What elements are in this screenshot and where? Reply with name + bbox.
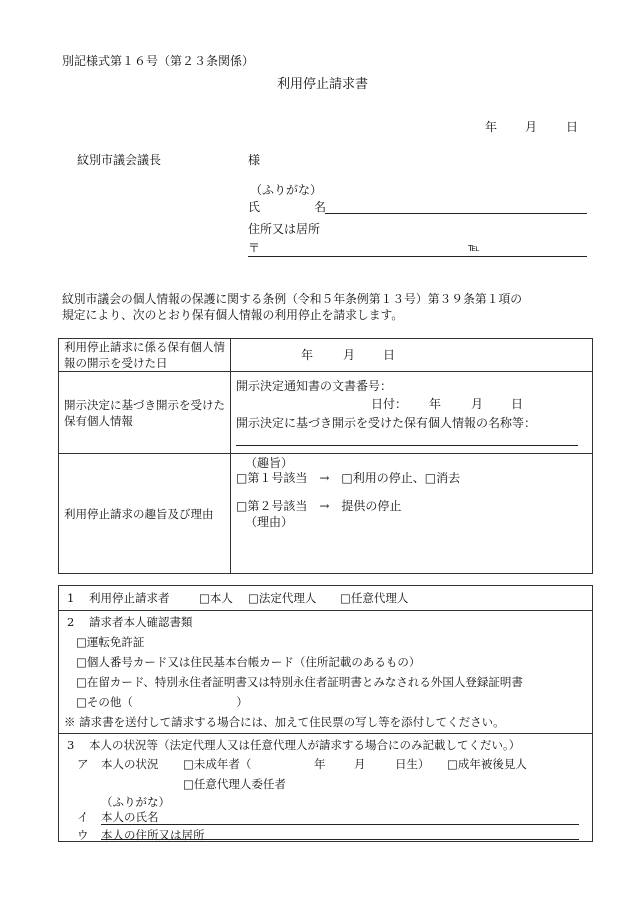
- section3-u-marker: ウ: [77, 828, 89, 842]
- requester-address-field[interactable]: [248, 256, 587, 257]
- reason-heading: （理由）: [245, 514, 294, 529]
- row1-year: 年: [301, 348, 314, 363]
- principal-name-field[interactable]: [101, 824, 579, 825]
- row1-day: 日: [383, 348, 396, 363]
- date-month-label: 月: [525, 120, 538, 134]
- date-day-label: 日: [566, 120, 579, 134]
- principal-address-field[interactable]: [101, 839, 579, 840]
- addressee-name: 紋別市議会議長: [77, 153, 162, 167]
- checkbox-self[interactable]: □本人: [199, 591, 233, 605]
- checkbox-adult-guardian[interactable]: □成年被後見人: [447, 757, 527, 771]
- row3-label: 利用停止請求の趣旨及び理由: [59, 454, 231, 574]
- minor-birth-month: 月: [354, 757, 366, 771]
- id-doc-drivers-license[interactable]: □運転免許証: [76, 635, 145, 649]
- requester-details-box: [58, 585, 593, 842]
- option-clause-1[interactable]: □第１号該当 → □利用の停止、□消去: [236, 470, 461, 485]
- id-doc-residence-card[interactable]: □在留カード、特別永住者証明書又は特別永住者証明書とみなされる外国人登録証明書: [76, 675, 523, 689]
- row2-month: 月: [471, 396, 484, 411]
- intro-text-line-2: 規定により、次のとおり保有個人情報の利用停止を請求します。: [62, 308, 404, 322]
- date-year-label: 年: [485, 120, 498, 134]
- request-table: [58, 338, 593, 574]
- id-doc-other[interactable]: □その他（ ）: [76, 695, 248, 709]
- purpose-heading: （趣旨）: [245, 455, 294, 470]
- section1-number: 1: [67, 591, 75, 605]
- minor-birth-year: 年: [314, 757, 326, 771]
- requester-name-label-1: 氏: [248, 200, 261, 214]
- divider: [59, 610, 592, 611]
- row1-label: 利用停止請求に係る保有個人情報の開示を受けた日: [59, 339, 231, 372]
- row1-value-cell[interactable]: [231, 339, 593, 372]
- table-row-disclosed-info: [59, 372, 593, 454]
- intro-text-line-1: 紋別市議会の個人情報の保護に関する条例（令和５年条例第１３号）第３９条第１項の: [62, 292, 523, 306]
- checkbox-voluntary-principal[interactable]: □任意代理人委任者: [183, 777, 286, 791]
- requester-name-label-2: 名: [314, 200, 327, 214]
- section2-label: 請求者本人確認書類: [89, 615, 193, 629]
- requester-furigana-label: （ふりがな）: [250, 183, 323, 197]
- section3-number: 3: [67, 738, 75, 752]
- section1-label: 利用停止請求者: [89, 591, 170, 605]
- section2-number: 2: [67, 615, 75, 629]
- row1-month: 月: [343, 348, 356, 363]
- section3-a-marker: ア: [77, 757, 89, 771]
- divider: [59, 733, 592, 734]
- row3-value-cell[interactable]: [231, 454, 593, 574]
- row2-day: 日: [511, 396, 524, 411]
- row2-year: 年: [429, 396, 442, 411]
- info-name-label: 開示決定に基づき開示を受けた保有個人情報の名称等：: [236, 415, 537, 430]
- page-title: 利用停止請求書: [277, 77, 369, 92]
- requester-address-label: 住所又は居所: [248, 222, 321, 236]
- table-row-purpose: [59, 454, 593, 574]
- checkbox-legal-representative[interactable]: □法定代理人: [248, 591, 317, 605]
- minor-birth-day: 日生）: [395, 757, 430, 771]
- postal-mark: 〒: [248, 241, 261, 255]
- mail-request-note: ※ 請求書を送付して請求する場合には、加えて住民票の写し等を添付してください。: [64, 715, 505, 729]
- principal-name-label: 本人の氏名: [101, 810, 159, 824]
- checkbox-minor[interactable]: □未成年者（: [183, 757, 252, 771]
- option-clause-2[interactable]: □第２号該当 → 提供の停止: [236, 498, 402, 513]
- row2-value-cell[interactable]: [231, 372, 593, 454]
- principal-address-label: 本人の住所又は居所: [101, 828, 205, 842]
- section3-i-marker: イ: [77, 810, 89, 824]
- table-row-disclosure-date: [59, 339, 593, 372]
- principal-furigana-label: （ふりがな）: [101, 795, 170, 809]
- row2-date-label: 日付：: [371, 396, 408, 411]
- addressee-honorific: 様: [248, 153, 261, 167]
- row2-label: 開示決定に基づき開示を受けた保有個人情報: [59, 372, 231, 454]
- checkbox-voluntary-representative[interactable]: □任意代理人: [340, 591, 409, 605]
- principal-status-label: 本人の状況: [101, 757, 159, 771]
- form-number: 別記様式第１６号（第２３条関係）: [62, 54, 255, 68]
- tel-mark: ℡: [468, 241, 480, 254]
- section3-label: 本人の状況等（法定代理人又は任意代理人が請求する場合にのみ記載してくだい。）: [89, 738, 521, 752]
- requester-name-field[interactable]: [325, 213, 587, 214]
- doc-number-label: 開示決定通知書の文書番号：: [236, 378, 393, 393]
- id-doc-my-number-card[interactable]: □個人番号カード又は住民基本台帳カード（住所記載のあるもの）: [76, 655, 421, 669]
- info-name-field[interactable]: [236, 445, 578, 446]
